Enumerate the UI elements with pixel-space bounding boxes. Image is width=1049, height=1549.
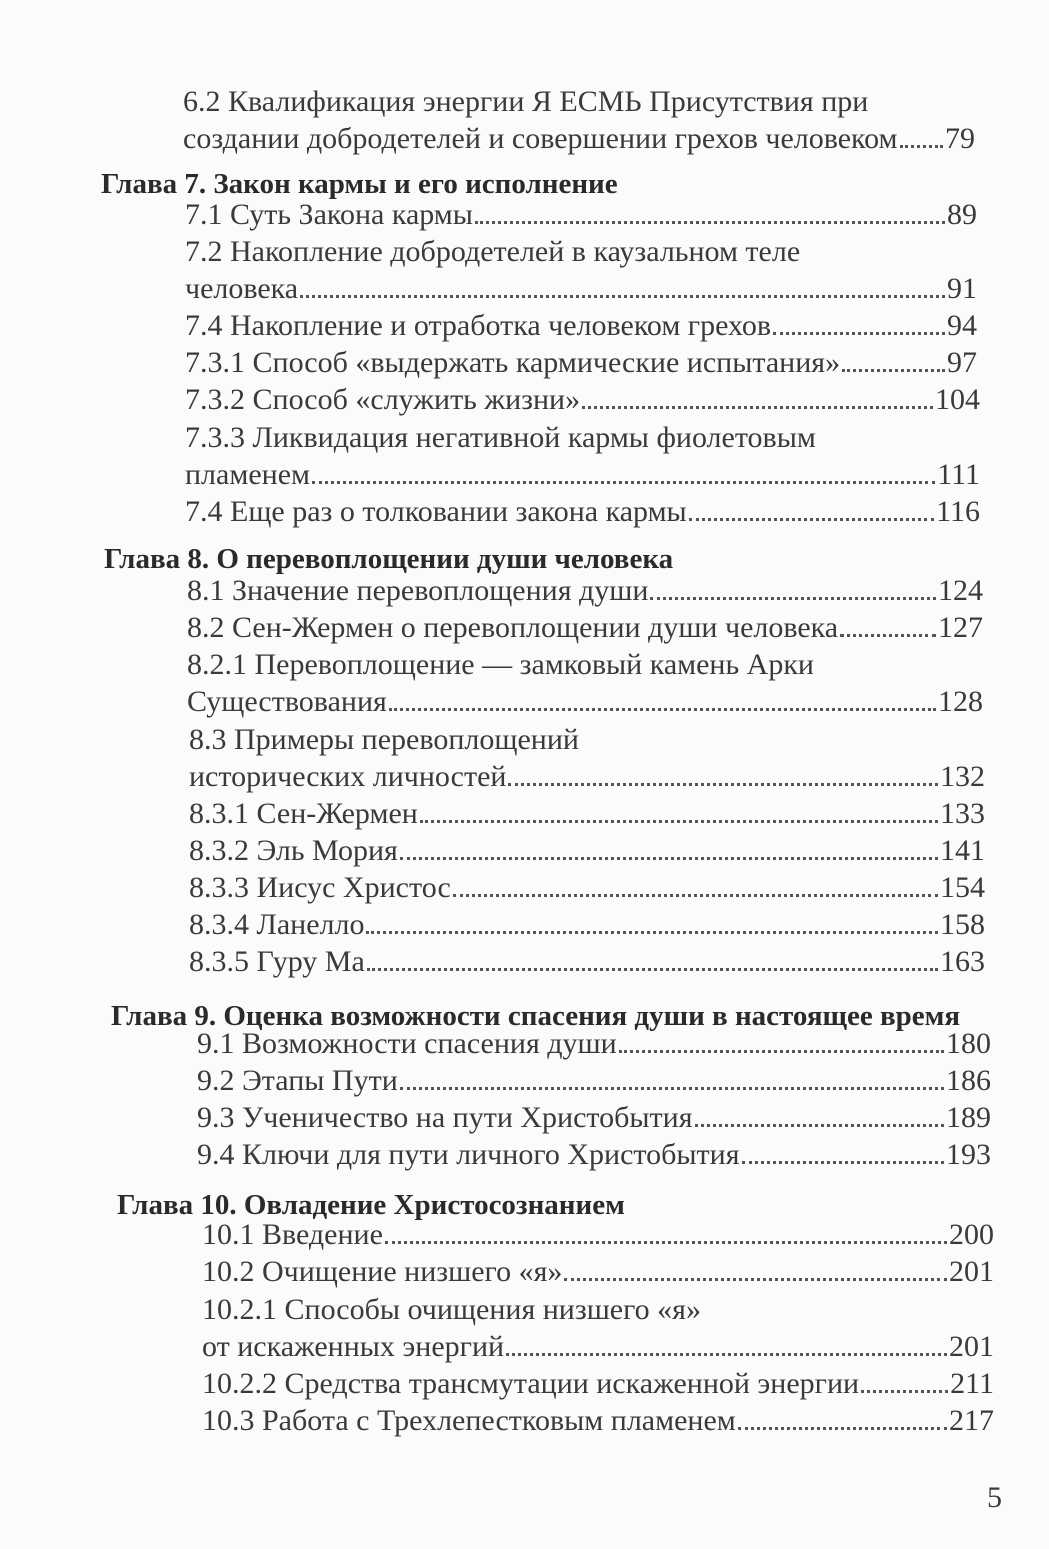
page-ref: 89 bbox=[947, 198, 977, 231]
page-ref: 189 bbox=[946, 1101, 991, 1134]
page-ref: 186 bbox=[946, 1064, 991, 1097]
dot-leader bbox=[300, 295, 945, 298]
page-ref: 128 bbox=[938, 685, 983, 718]
toc-entry-7-3-2: 7.3.2 Способ «служить жизни» 104 bbox=[185, 383, 980, 416]
page-ref: 104 bbox=[935, 383, 980, 416]
toc-entry-9-2: 9.2 Этапы Пути 186 bbox=[197, 1064, 991, 1097]
dot-leader bbox=[400, 857, 938, 860]
chapter-10-title: Глава 10. Овладение Христосознанием bbox=[117, 1189, 625, 1221]
dot-leader bbox=[840, 634, 936, 637]
dot-leader bbox=[619, 1050, 944, 1053]
toc-entry-10-2-1: от искаженных энергий 201 bbox=[202, 1330, 994, 1363]
toc-entry-7-2: человека 91 bbox=[185, 272, 977, 305]
toc-entry-10-2: 10.2 Очищение низшего «я» 201 bbox=[202, 1255, 994, 1288]
dot-leader bbox=[420, 820, 938, 823]
page-ref: 79 bbox=[945, 122, 975, 155]
page-ref: 127 bbox=[938, 611, 983, 644]
toc-entry-8-2: 8.2 Сен-Жермен о перевоплощении души человека 127 bbox=[187, 611, 983, 644]
toc-entry-10-2-1-line1: 10.2.1 Способы очищения низшего «я» bbox=[202, 1293, 701, 1326]
toc-entry-8-3-2: 8.3.2 Эль Мория 141 bbox=[189, 834, 985, 867]
dot-leader bbox=[475, 221, 945, 224]
dot-leader bbox=[842, 369, 945, 372]
dot-leader bbox=[695, 1124, 944, 1127]
toc-entry-7-2-line1: 7.2 Накопление добродетелей в каузальном теле bbox=[185, 235, 801, 268]
dot-leader bbox=[400, 1087, 944, 1090]
toc-entry-9-3: 9.3 Ученичество на пути Христобытия 189 bbox=[197, 1101, 991, 1134]
page-ref: 211 bbox=[950, 1367, 994, 1400]
dot-leader bbox=[742, 1161, 944, 1164]
toc-entry-8-3-line1: 8.3 Примеры перевоплощений bbox=[189, 723, 579, 756]
toc-entry-8-3: исторических личностей 132 bbox=[189, 760, 985, 793]
dot-leader bbox=[367, 968, 938, 971]
page-ref: 154 bbox=[940, 871, 985, 904]
toc-entry-7-3-1: 7.3.1 Способ «выдержать кармические испытания» 97 bbox=[185, 346, 977, 379]
toc-entry-10-1: 10.1 Введение 200 bbox=[202, 1218, 994, 1251]
dot-leader bbox=[389, 708, 936, 711]
toc-entry-10-2-2: 10.2.2 Средства трансмутации искаженной энергии 211 bbox=[202, 1367, 994, 1400]
chapter-8-title: Глава 8. О перевоплощении души человека bbox=[104, 543, 674, 575]
toc-entry-9-1: 9.1 Возможности спасения души 180 bbox=[197, 1027, 991, 1060]
dot-leader bbox=[582, 406, 933, 409]
page-ref: 201 bbox=[949, 1330, 994, 1363]
dot-leader bbox=[650, 597, 936, 600]
toc-entry-7-3-3-line1: 7.3.3 Ликвидация негативной кармы фиолетовым bbox=[185, 421, 816, 454]
page-ref: 141 bbox=[940, 834, 985, 867]
page-ref: 180 bbox=[946, 1027, 991, 1060]
dot-leader bbox=[900, 145, 943, 148]
dot-leader bbox=[312, 481, 935, 484]
toc-entry-8-2-1: Существования 128 bbox=[187, 685, 983, 718]
dot-leader bbox=[738, 1427, 947, 1430]
dot-leader bbox=[366, 931, 938, 934]
dot-leader bbox=[773, 332, 945, 335]
toc-entry-7-3-3: пламенем 111 bbox=[185, 458, 980, 491]
page-number: 5 bbox=[987, 1481, 1002, 1514]
chapter-7-title: Глава 7. Закон кармы и его исполнение bbox=[101, 168, 618, 200]
toc-entry-9-4: 9.4 Ключи для пути личного Христобытия 193 bbox=[197, 1138, 991, 1171]
dot-leader bbox=[564, 1278, 947, 1281]
chapter-9-title: Глава 9. Оценка возможности спасения души в настоящее время bbox=[111, 1000, 961, 1032]
page-ref: 97 bbox=[947, 346, 977, 379]
toc-entry-7-4b: 7.4 Еще раз о толковании закона кармы 116 bbox=[185, 495, 980, 528]
dot-leader bbox=[385, 1241, 947, 1244]
dot-leader bbox=[506, 1353, 947, 1356]
page-ref: 133 bbox=[940, 797, 985, 830]
dot-leader bbox=[861, 1390, 948, 1393]
dot-leader bbox=[508, 783, 938, 786]
toc-entry-8-3-1: 8.3.1 Сен-Жермен 133 bbox=[189, 797, 985, 830]
toc-entry-6-2-line1: 6.2 Квалификация энергии Я ЕСМЬ Присутствия при bbox=[183, 85, 869, 118]
toc-entry-7-1: 7.1 Суть Закона кармы 89 bbox=[185, 198, 977, 231]
page-ref: 201 bbox=[949, 1255, 994, 1288]
page-ref: 193 bbox=[946, 1138, 991, 1171]
dot-leader bbox=[689, 518, 934, 521]
toc-entry-10-3: 10.3 Работа с Трехлепестковым пламенем 217 bbox=[202, 1404, 994, 1437]
page-ref: 116 bbox=[936, 495, 980, 528]
page-ref: 94 bbox=[947, 309, 977, 342]
dot-leader bbox=[453, 894, 938, 897]
toc-entry-6-2: создании добродетелей и совершении грехов человеком 79 bbox=[183, 122, 975, 155]
page-ref: 132 bbox=[940, 760, 985, 793]
toc-entry-8-3-4: 8.3.4 Ланелло 158 bbox=[189, 908, 985, 941]
page-ref: 200 bbox=[949, 1218, 994, 1251]
page-ref: 91 bbox=[947, 272, 977, 305]
page-ref: 111 bbox=[937, 458, 980, 491]
page-ref: 124 bbox=[938, 574, 983, 607]
toc-entry-7-4a: 7.4 Накопление и отработка человеком грехов 94 bbox=[185, 309, 977, 342]
toc-entry-8-1: 8.1 Значение перевоплощения души 124 bbox=[187, 574, 983, 607]
page-ref: 163 bbox=[940, 945, 985, 978]
toc-entry-8-3-3: 8.3.3 Иисус Христос 154 bbox=[189, 871, 985, 904]
toc-entry-8-3-5: 8.3.5 Гуру Ма 163 bbox=[189, 945, 985, 978]
page-ref: 217 bbox=[949, 1404, 994, 1437]
toc-entry-8-2-1-line1: 8.2.1 Перевоплощение — замковый камень Арки bbox=[187, 648, 814, 681]
page-ref: 158 bbox=[940, 908, 985, 941]
